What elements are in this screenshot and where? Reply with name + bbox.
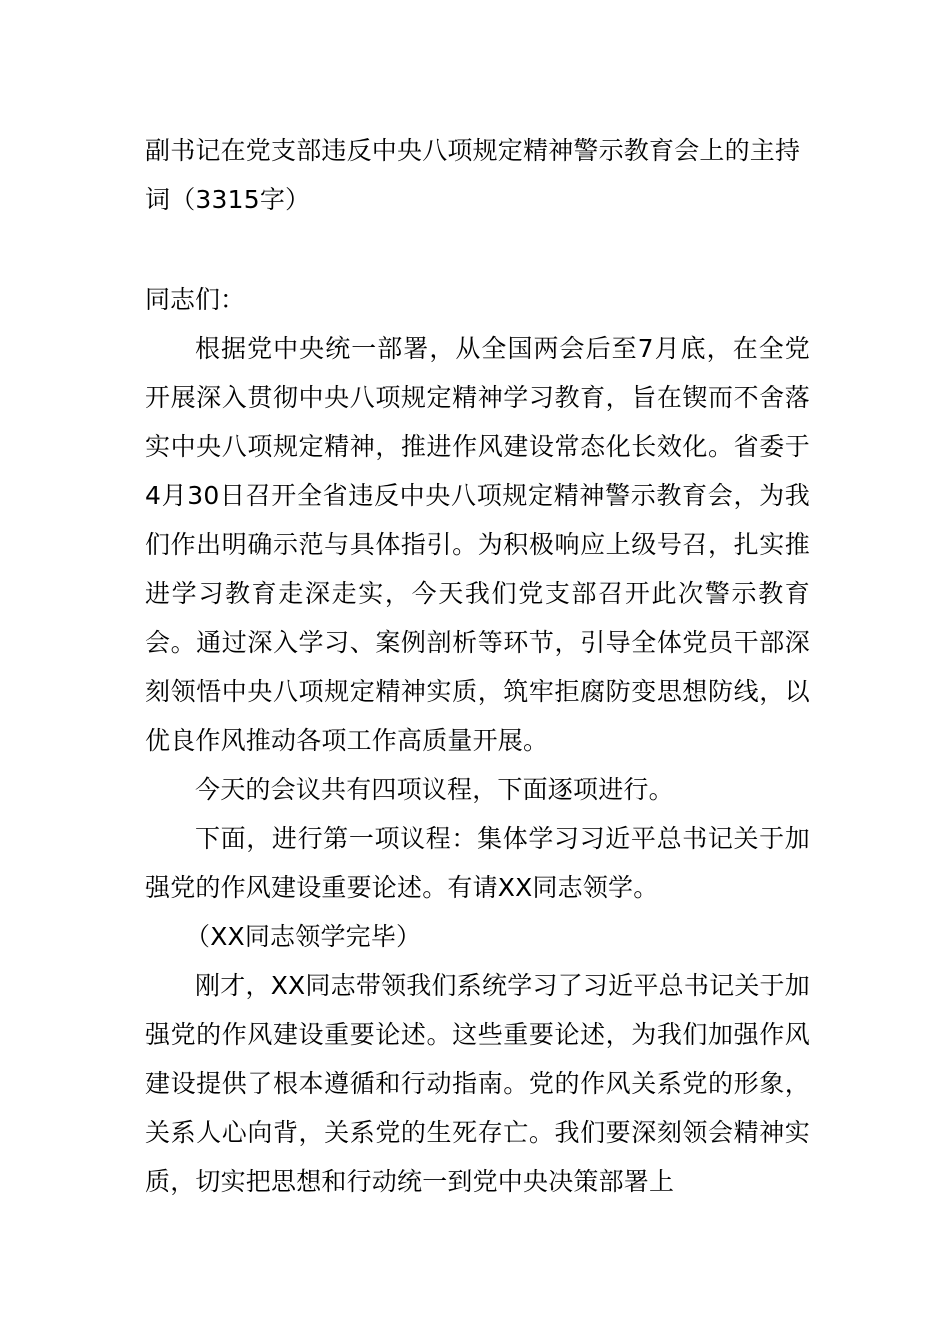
salutation: 同志们：	[145, 285, 246, 314]
paragraph-intro: 根据党中央统一部署，从全国两会后至7月底，在全党开展深入贯彻中央八项规定精神学习教育，旨在锲而不舍落实中央八项规定精神，推进作风建设常态化长效化。省委于4月30日召开全省违反中央八项规定精神警示教育会，为我们作出明确示范与具体指引。为积极响应上级号召，扎实推进学习教育走深走实，今天我们党支部召开此次警示教育会。通过深入学习、案例剖析等环节，引导全体党员干部深刻领悟中央八项规定精神实质，筑牢拒腐防变思想防线，以优良作风推动各项工作高质量开展。	[145, 334, 810, 755]
document-page	[145, 126, 810, 1206]
paragraph-item-one: 下面，进行第一项议程：集体学习习近平总书记关于加强党的作风建设重要论述。有请XX同志领学。	[145, 824, 810, 902]
paragraph-agenda: 今天的会议共有四项议程，下面逐项进行。	[195, 775, 674, 804]
paragraph-note: （XX同志领学完毕）	[185, 922, 422, 951]
paragraph-summary: 刚才，XX同志带领我们系统学习了习近平总书记关于加强党的作风建设重要论述。这些重要论述，为我们加强作风建设提供了根本遵循和行动指南。党的作风关系党的形象，关系人心向背，关系党的生死存亡。我们要深刻领会精神实质，切实把思想和行动统一到党中央决策部署上	[145, 971, 810, 1196]
document-title: 副书记在党支部违反中央八项规定精神警示教育会上的主持词（3315字）	[145, 136, 801, 214]
